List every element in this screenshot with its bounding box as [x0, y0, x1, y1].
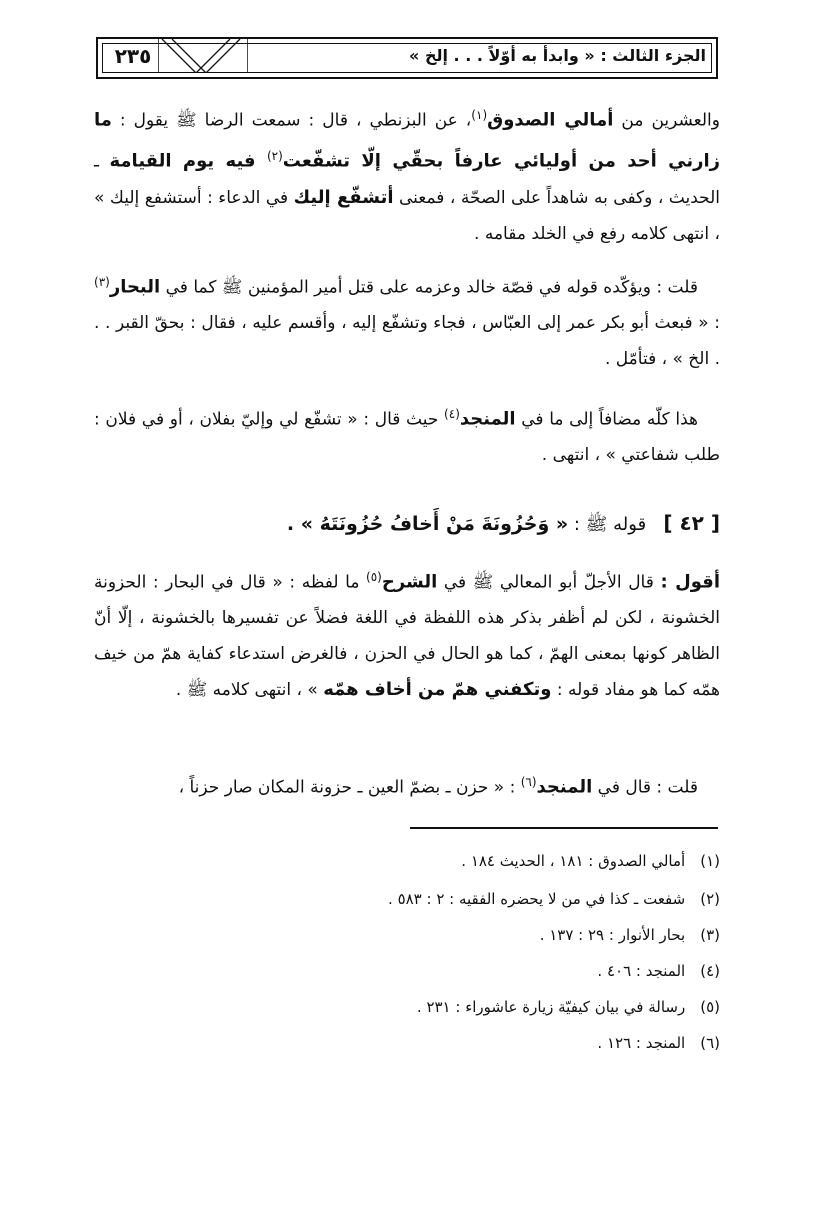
footnote-ref: (٣) [94, 275, 110, 289]
footnote-ref: (٦) [520, 775, 537, 789]
bold-text-run: فيه يوم القيامة [109, 150, 267, 172]
page-number: ٢٣٥ [114, 44, 152, 68]
footnote-ref: (١) [471, 108, 488, 122]
bold-text-run: أتشفّع إليك [293, 187, 394, 209]
text-run: : « حزن ـ بضمّ العين ـ حزونة المكان صار حزناً ، [178, 777, 521, 798]
footnote-number: (٢) [700, 890, 720, 908]
bold-text-run: وتكفني همّ من أخاف همّه [323, 679, 552, 701]
paragraph-sharh-quote [94, 560, 720, 709]
bold-text-run: الشرح [381, 571, 438, 593]
footnote-4 [597, 961, 720, 981]
paragraph-bihar-quote [94, 265, 720, 377]
footnote-number: (١) [700, 852, 720, 870]
footnote-5 [417, 997, 720, 1017]
footnote-text: شفعت ـ كذا في من لا يحضره الفقيه : ٢ : ٥٨٣ . [388, 890, 686, 908]
footnote-3 [540, 925, 720, 945]
footnote-number: (٥) [700, 998, 720, 1016]
text-run: حيث قال : « تشفّع لي وإليّ بفلان ، أو في فلان : طلب شفاعتي » ، انتهى . [94, 409, 720, 466]
text-run: ما لفظه : « قال في البحار : الحزونة الخشونة ، لكن لم أظفر بذكر هذه اللفظة في اللغة فضلاً عن تفسيرها بالخشونة ، إلّا أنّ الظاهر كونها بمعنى الهمّ ، كما هو الحال في الحزن ، فالغرض استدعاء كفاية همّ من خيف همّه كما هو مفاد قوله : [94, 572, 720, 701]
footnote-ref: (٤) [444, 407, 460, 421]
running-title: الجزء الثالث : « وابدأ به أوّلاً . . . إلخ » [409, 46, 706, 65]
text-run: ـ الحديث ، وكفى به شاهداً على الصحّة ، فمعنى [94, 151, 720, 209]
bold-text-run: ما زارني أحد من أوليائي عارفاً بحقّي إلّا تشفّعت [94, 109, 721, 172]
text-run: قلت : ويؤكّده قوله في قصّة خالد وعزمه على قتل أمير المؤمنين ﷺ كما في [160, 277, 698, 298]
footnote-number: (٣) [700, 926, 720, 944]
running-header [96, 37, 718, 79]
paragraph-munjid-quote [94, 397, 720, 474]
text-run: » ، انتهى كلامه ﷺ . [175, 680, 324, 701]
section-prefix: قوله ﷺ : [573, 514, 647, 535]
header-chevron-ornament-icon [158, 39, 248, 73]
footnote-number: (٤) [700, 962, 720, 980]
paragraph-munjid-definition [94, 765, 720, 806]
footnote-ref: (٥) [366, 570, 382, 584]
text-run: قال الأجلّ أبو المعالي ﷺ في [437, 572, 661, 593]
footnote-ref: (٢) [266, 149, 283, 164]
section-number: [ ٤٢ ] [663, 511, 720, 535]
footnote-text: رسالة في بيان كيفيّة زيارة عاشوراء : ٢٣١ . [416, 998, 686, 1016]
text-run: : « فبعث أبو بكر عمر إلى العبّاس ، فجاء وتشفّع إليه ، وأقسم عليه ، فقال : بحقّ القبر . . . الخ » ، فتأمّل . [94, 313, 720, 369]
bold-text-run: أمالي الصدوق [487, 109, 614, 131]
paragraph-amali-quote [94, 98, 720, 252]
bold-text-run: المنجد [459, 408, 516, 430]
footnote-separator [410, 827, 718, 829]
text-run: والعشرين من [613, 110, 720, 131]
text-run: ، عن البزنطي ، قال : سمعت الرضا ﷺ يقول : [111, 110, 472, 131]
footnote-number: (٦) [700, 1034, 720, 1052]
footnote-text: بحار الأنوار : ٢٩ : ١٣٧ . [539, 926, 686, 944]
footnote-6 [597, 1033, 720, 1053]
footnote-2 [388, 889, 720, 909]
section-heading [287, 505, 720, 543]
footnote-text: المنجد : ٤٠٦ . [597, 962, 686, 980]
footnote-1 [461, 851, 720, 871]
bold-text-run: البحار [109, 276, 161, 298]
section-quote: « وَحُزُونَةَ مَنْ أَخافُ حُزُونَتَهُ » . [286, 513, 569, 535]
footnote-text: المنجد : ١٢٦ . [597, 1034, 686, 1052]
text-run: قلت : قال في [592, 777, 698, 798]
footnote-text: أمالي الصدوق : ١٨١ ، الحديث ١٨٤ . [461, 852, 686, 870]
bold-text-run: المنجد [536, 776, 593, 798]
text-run: هذا كلّه مضافاً إلى ما في [515, 409, 698, 430]
text-run: في الدعاء : أستشفع إليك » ، انتهى كلامه رفع في الخلد مقامه . [94, 188, 720, 244]
bold-text-run: أقول : [660, 571, 720, 593]
